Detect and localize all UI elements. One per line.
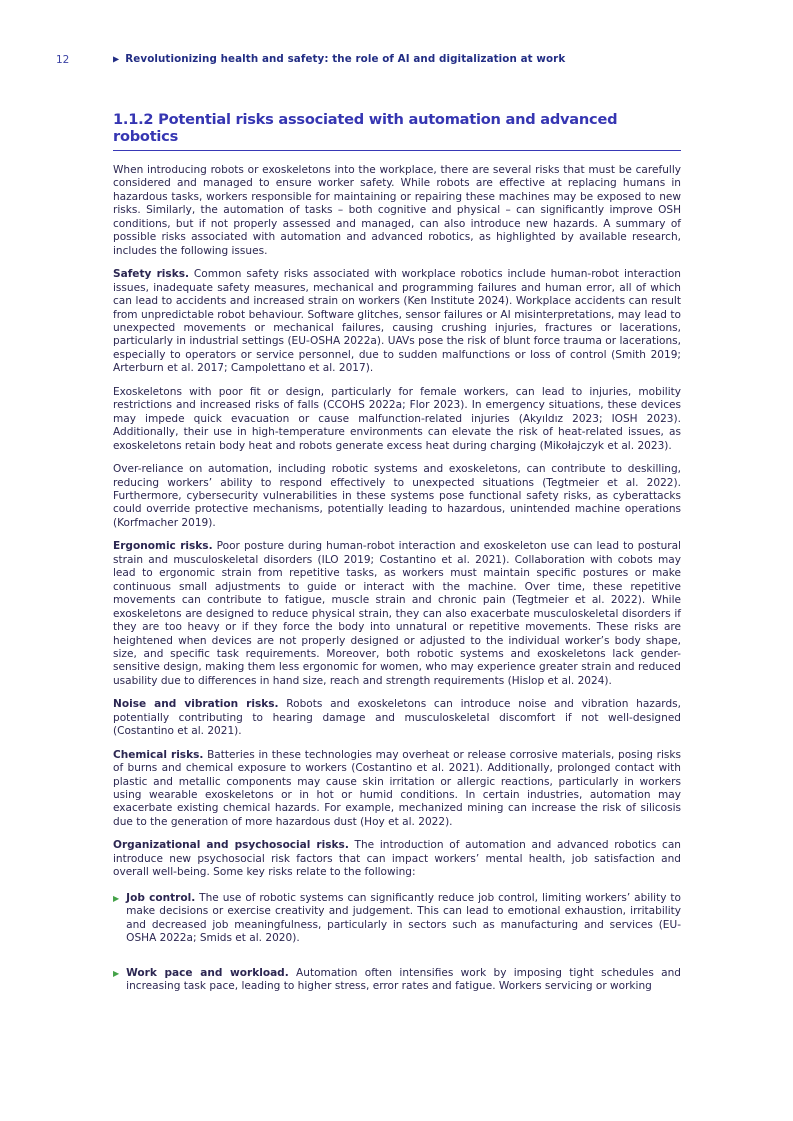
- paragraph-lead: Noise and vibration risks.: [113, 698, 279, 711]
- bullet-lead: Work pace and workload.: [126, 966, 289, 979]
- paragraph-noise-vibration-risks: [113, 698, 681, 738]
- paragraph-ergonomic-risks: [113, 540, 681, 688]
- paragraph-organizational-psychosocial-risks: [113, 839, 681, 879]
- bullet-text: [126, 892, 681, 946]
- bullet-triangle-icon: ▶: [113, 968, 120, 978]
- paragraph-lead: Safety risks.: [113, 268, 189, 281]
- running-header-title: [113, 53, 565, 65]
- paragraph-safety-risks: [113, 268, 681, 376]
- paragraph-text: The introduction of automation and advanced robotics can introduce new psychosocial risk factors that can impact workers’ mental health, job satisfaction and overall well-being. Some key risks relate to the following:: [113, 839, 681, 879]
- bullet-triangle-icon: ▶: [113, 893, 120, 903]
- section-title: 1.1.2 Potential risks associated with automation and advanced robotics: [113, 111, 681, 151]
- bullet-item-job-control: [113, 892, 681, 946]
- risk-bullet-list: [113, 892, 681, 994]
- paragraph-text: Robots and exoskeletons can introduce noise and vibration hazards, potentially contributing to hearing damage and musculoskeletal discomfort if not well-designed (Costantino et al. 2021).: [113, 698, 681, 738]
- paragraph-text: Over-reliance on automation, including robotic systems and exoskeletons, can contribute to deskilling, reducing workers’ ability to respond effectively to unexpected situations (Tegtmeier et al. 2022). Furthermore, cybersecurity vulnerabilities in these systems pose functional safety risks, as cyberattacks could override protective mechanisms, potentially leading to hazardous, unintended machine operations (Korfmacher 2019).: [113, 463, 681, 529]
- page-number: 12: [56, 54, 70, 66]
- running-header: [0, 53, 793, 69]
- bullet-body: The use of robotic systems can significantly reduce job control, limiting workers’ ability to make decisions or exercise creativity and judgement. This can lead to emotional exhaustion, irritability and decreased job meaningfulness, particularly in sectors such as manufacturing and services (EU-OSHA 2022a; Smids et al. 2020).: [126, 891, 681, 945]
- paragraph-lead: Organizational and psychosocial risks.: [113, 839, 349, 852]
- paragraph-chemical-risks: [113, 749, 681, 830]
- page-content: [113, 111, 681, 1014]
- header-triangle-icon: ▶: [113, 54, 120, 64]
- paragraph-lead: Ergonomic risks.: [113, 540, 213, 553]
- bullet-body: Automation often intensifies work by imposing tight schedules and increasing task pace, leading to higher stress, error rates and fatigue. Workers servicing or working: [126, 966, 681, 993]
- paragraph-text: When introducing robots or exoskeletons into the workplace, there are several risks that must be carefully considered and managed to ensure worker safety. While robots are effective at replacing humans in hazardous tasks, workers responsible for maintaining or repairing these machines may be exposed to new risks. Similarly, the automation of tasks – both cognitive and physical – can significantly improve OSH conditions, but if not properly assessed and managed, can also introduce new hazards. A summary of possible risks associated with automation and advanced robotics, as highlighted by available research, includes the following issues.: [113, 164, 681, 257]
- running-header-text: Revolutionizing health and safety: the role of AI and digitalization at work: [125, 53, 566, 65]
- paragraph-text: Exoskeletons with poor fit or design, particularly for female workers, can lead to injuries, mobility restrictions and increased risks of falls (CCOHS 2022a; Flor 2023). In emergency situations, these devices may impede quick evacuation or cause malfunction-related injuries (Akyıldız 2023; IOSH 2023). Additionally, their use in high-temperature environments can elevate the risk of heat-related issues, as exoskeletons retain body heat and robots generate excess heat during charging (Mikołajczyk et al. 2023).: [113, 385, 681, 452]
- paragraph-text: Poor posture during human-robot interaction and exoskeleton use can lead to postural strain and musculoskeletal disorders (ILO 2019; Costantino et al. 2021). Collaboration with cobots may lead to ergonomic strain from repetitive tasks, as workers must maintain specific postures or make continuous small adjustments to guide or interact with the machine. Over time, these repetitive movements can contribute to fatigue, muscle strain and chronic pain (Tegtmeier et al. 2022). While exoskeletons are designed to reduce physical strain, they can also exacerbate musculoskeletal disorders if they are too heavy or if they force the body into unnatural or repetitive movements. These risks are heightened when devices are not properly designed or adjusted to the individual worker’s body shape, size, and specific task requirements. Moreover, both robotic systems and exoskeletons lack gender-sensitive design, making them less ergonomic for women, who may experience greater strain and reduced usability due to differences in hand size, reach and strength requirements (Hislop et al. 2024).: [113, 540, 681, 687]
- paragraph-intro: [113, 164, 681, 258]
- bullet-item-work-pace: [113, 967, 681, 994]
- bullet-text: [126, 967, 681, 994]
- paragraph-text: Common safety risks associated with workplace robotics include human-robot interaction issues, inadequate safety measures, mechanical and programming failures and human error, all of which can lead to accidents and increased strain on workers (Ken Institute 2024). Workplace accidents can result from unpredictable robot behaviour. Software glitches, sensor failures or AI misinterpretations, may lead to unexpected movements or mechanical failures, causing crushing injuries, fractures or lacerations, particularly in industrial settings (EU-OSHA 2022a). UAVs pose the risk of blunt force trauma or lacerations, especially to operators or service personnel, due to sudden malfunctions or loss of control (Smith 2019; Arterburn et al. 2017; Campolettano et al. 2017).: [113, 268, 681, 375]
- bullet-lead: Job control.: [126, 891, 196, 904]
- paragraph-lead: Chemical risks.: [113, 748, 204, 761]
- paragraph-over-reliance: [113, 463, 681, 530]
- paragraph-exoskeletons: [113, 386, 681, 453]
- paragraph-text: Batteries in these technologies may overheat or release corrosive materials, posing risks of burns and chemical exposure to workers (Costantino et al. 2021). Additionally, prolonged contact with plastic and metallic components may cause skin irritation or allergic reactions, particularly in workers using wearable exoskeletons or in hot or humid conditions. In certain industries, automation may exacerbate existing chemical hazards. For example, mechanized mining can increase the risk of silicosis due to the generation of more hazardous dust (Hoy et al. 2022).: [113, 748, 681, 828]
